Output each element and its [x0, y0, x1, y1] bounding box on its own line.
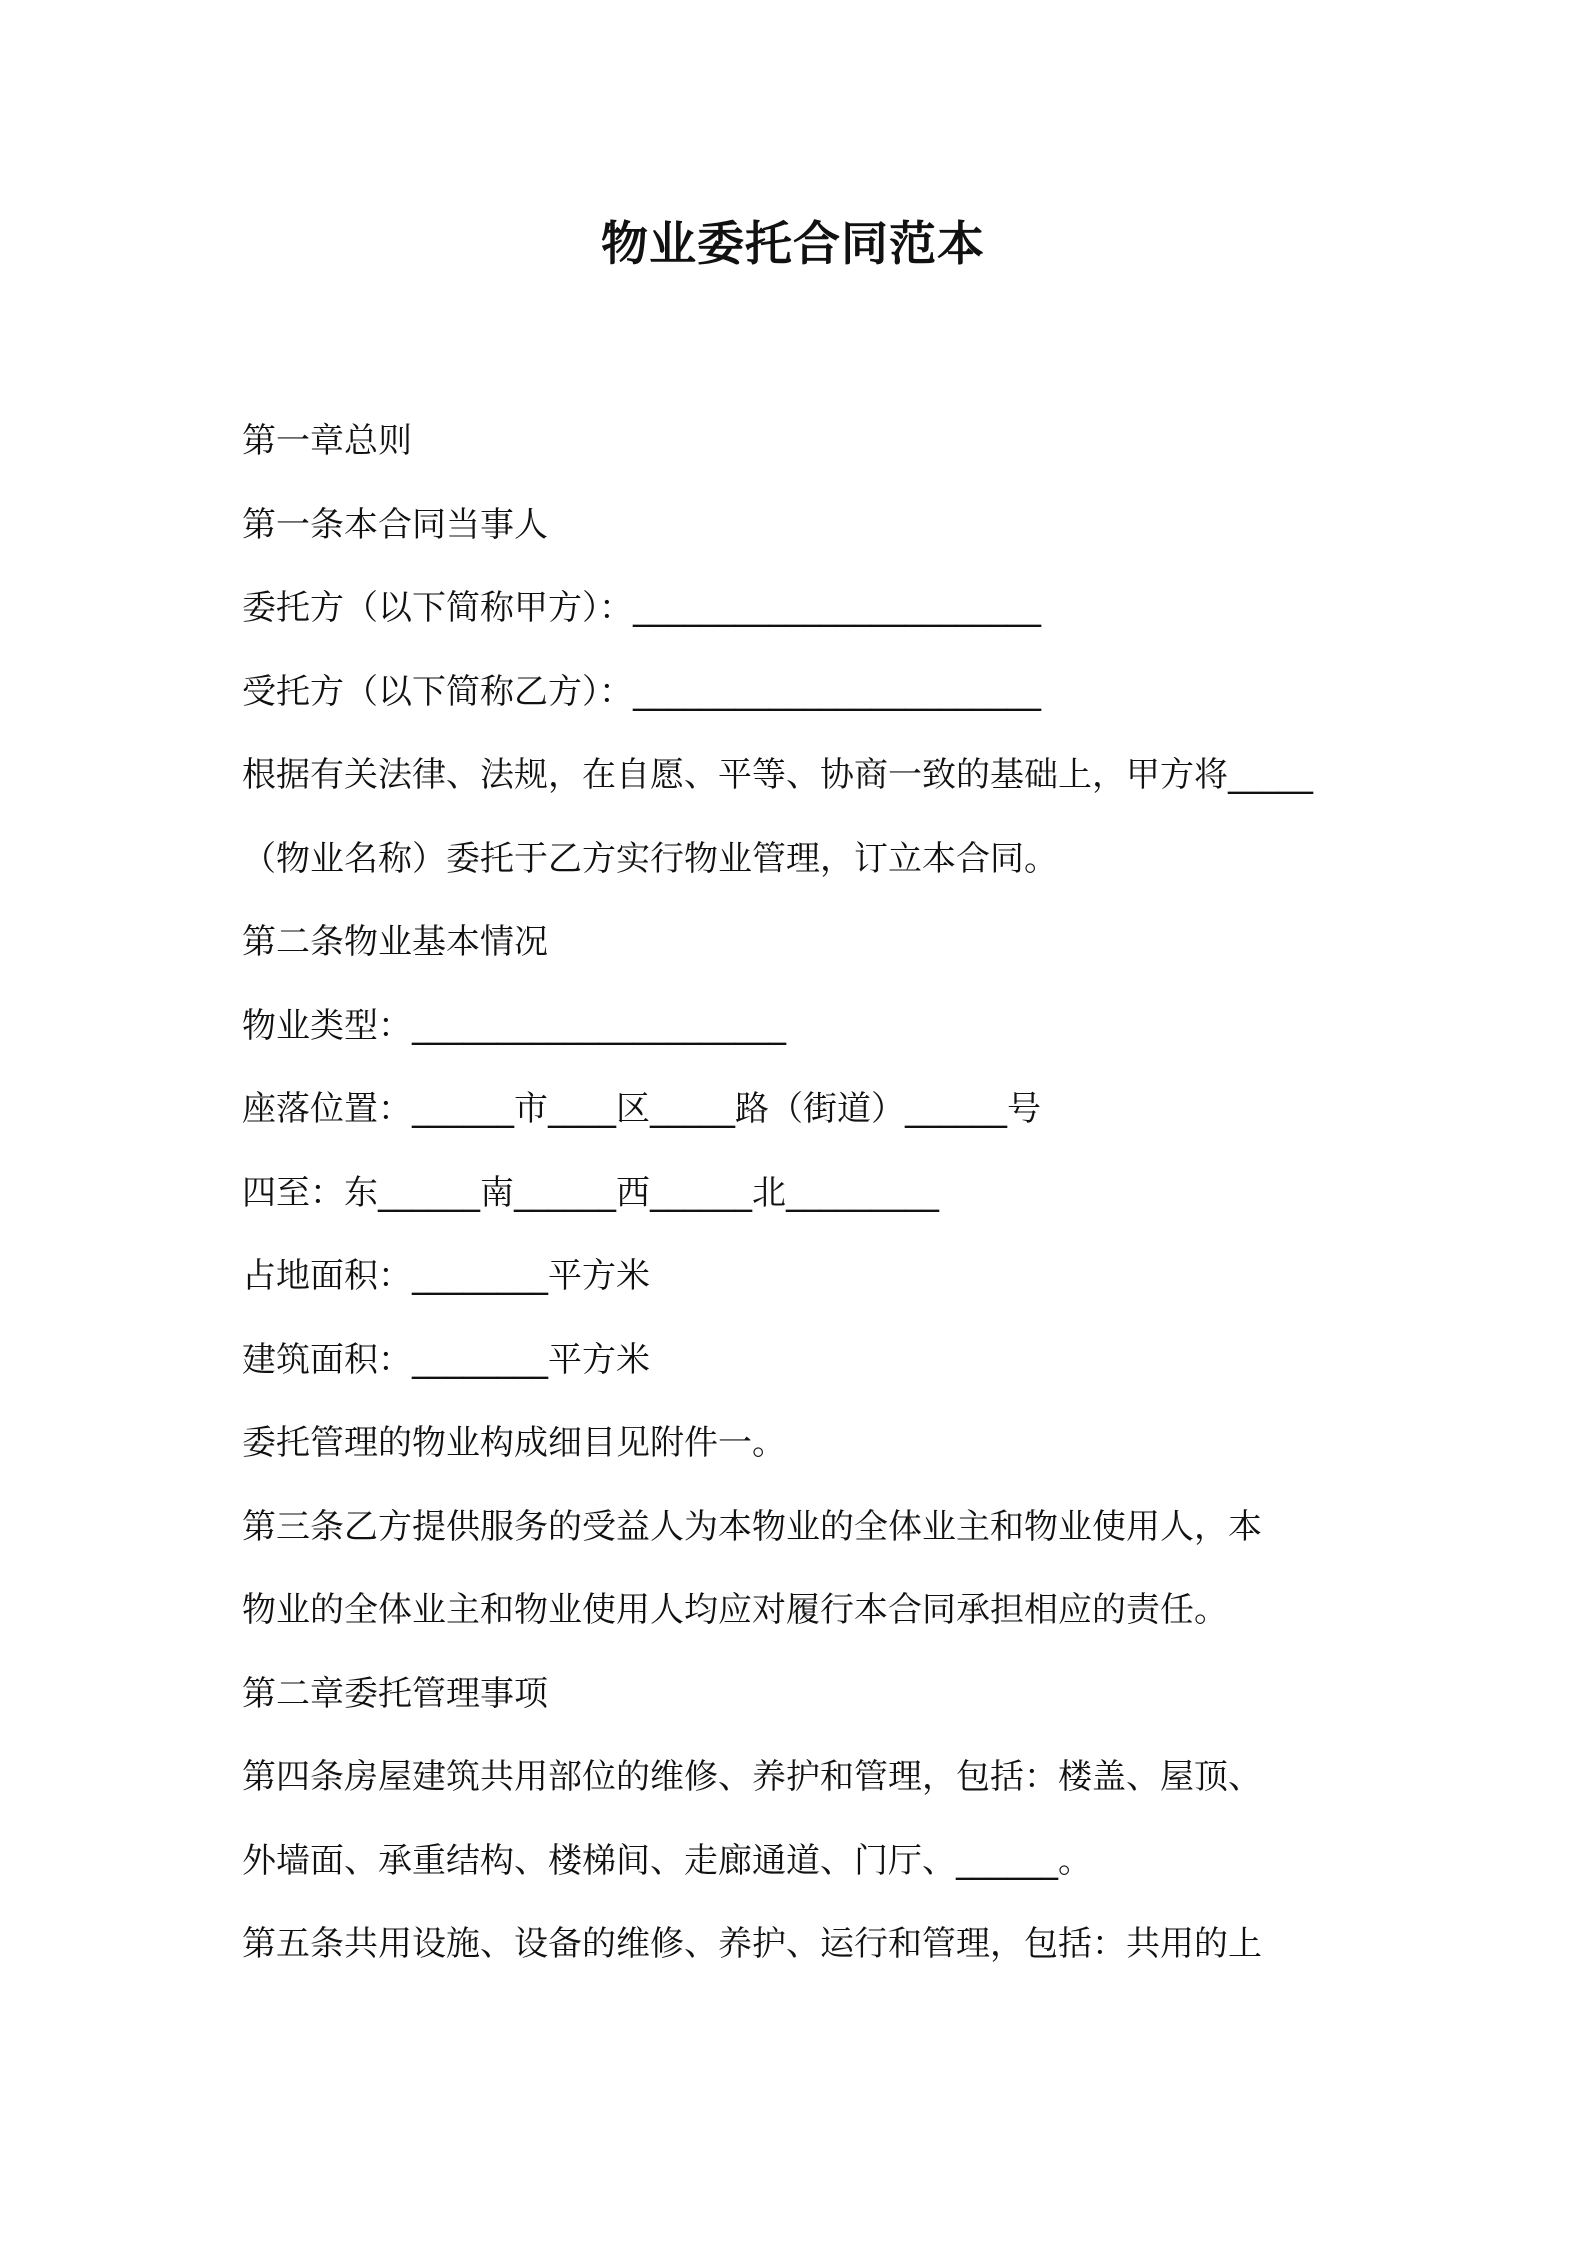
land-area-line: 占地面积：________平方米 — [242, 1256, 650, 1296]
party-a-line: 委托方（以下简称甲方）：________________________ — [242, 588, 1041, 628]
location-line: 座落位置：______市____区_____路（街道）______号 — [242, 1089, 1041, 1129]
property-type-line: 物业类型：______________________ — [242, 1005, 786, 1046]
chapter-heading: 第一章总则 — [242, 421, 412, 461]
chapter-heading: 第二章委托管理事项 — [242, 1673, 548, 1714]
article-heading: 第一条本合同当事人 — [242, 504, 548, 545]
document-title: 物业委托合同范本 — [601, 217, 985, 272]
article-heading: 第二条物业基本情况 — [242, 922, 548, 962]
paragraph-line: （物业名称）委托于乙方实行物业管理，订立本合同。 — [242, 838, 1058, 879]
paragraph-line: 委托管理的物业构成细目见附件一。 — [242, 1423, 786, 1463]
paragraph-line: 第五条共用设施、设备的维修、养护、运行和管理，包括：共用的上 — [242, 1924, 1262, 1964]
document-body — [242, 400, 1352, 1987]
paragraph-line: 物业的全体业主和物业使用人均应对履行本合同承担相应的责任。 — [242, 1590, 1228, 1630]
party-b-line: 受托方（以下简称乙方）：________________________ — [242, 671, 1041, 712]
paragraph-line: 外墙面、承重结构、楼梯间、走廊通道、门厅、______。 — [242, 1840, 1092, 1881]
boundaries-line: 四至：东______南______西______北_________ — [242, 1172, 939, 1213]
building-area-line: 建筑面积：________平方米 — [242, 1339, 650, 1380]
paragraph-line: 第四条房屋建筑共用部位的维修、养护和管理，包括：楼盖、屋顶、 — [242, 1757, 1262, 1797]
paragraph-line: 根据有关法律、法规，在自愿、平等、协商一致的基础上，甲方将_____ — [242, 755, 1313, 795]
paragraph-line: 第三条乙方提供服务的受益人为本物业的全体业主和物业使用人，本 — [242, 1506, 1262, 1547]
